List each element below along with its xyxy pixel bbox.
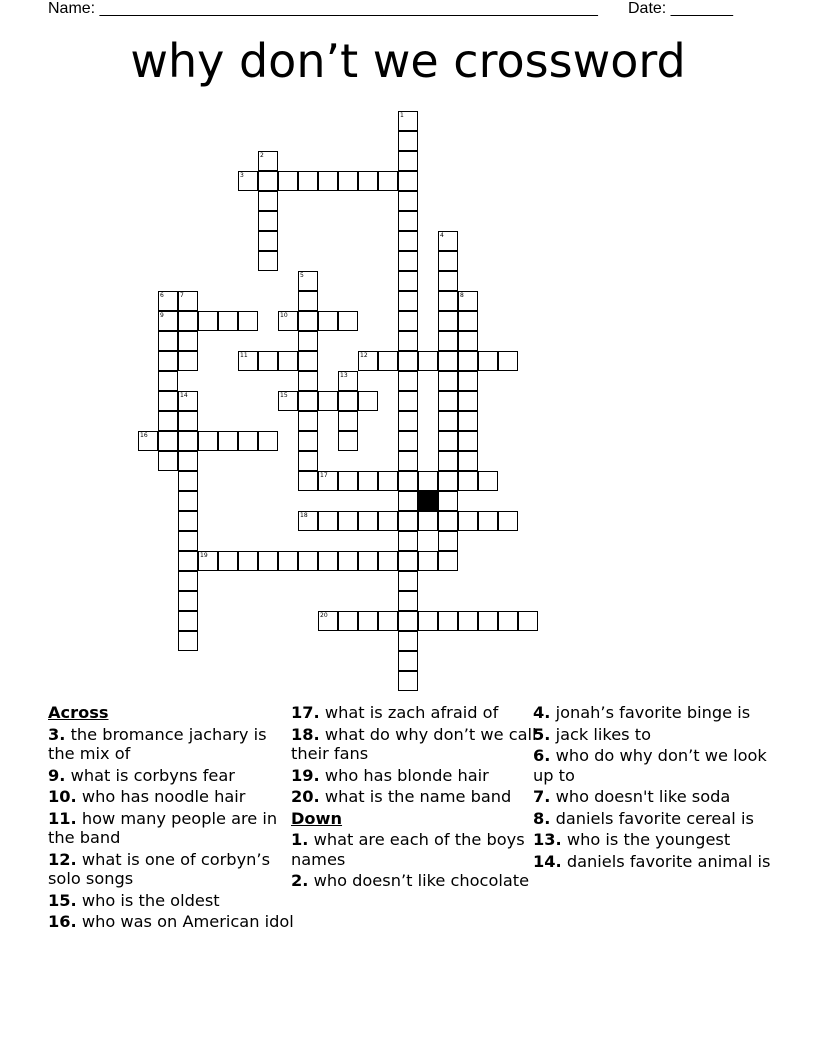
grid-cell[interactable]: [478, 351, 498, 371]
grid-cell[interactable]: [238, 431, 258, 451]
grid-cell[interactable]: [358, 351, 378, 371]
clue-down-7: 7. who doesn't like soda: [533, 787, 731, 806]
grid-cell[interactable]: [398, 171, 418, 191]
clue-across-18: 18. what do why don’t we call their fans: [291, 724, 537, 763]
grid-cell[interactable]: [238, 171, 258, 191]
grid-cell[interactable]: [418, 511, 438, 531]
grid-cell[interactable]: [178, 311, 198, 331]
grid-cell[interactable]: [438, 351, 458, 371]
clue-down-4: 4. jonah’s favorite binge is: [533, 703, 751, 722]
grid-cell[interactable]: [398, 511, 418, 531]
grid-cell[interactable]: [398, 571, 418, 591]
grid-cell[interactable]: [498, 611, 518, 631]
grid-cell[interactable]: [218, 311, 238, 331]
grid-cell[interactable]: [398, 491, 418, 511]
grid-cell[interactable]: [458, 471, 478, 491]
grid-cell[interactable]: [318, 311, 338, 331]
clue-down-8: 8. daniels favorite cereal is: [533, 808, 754, 828]
down-heading: Down: [291, 808, 343, 828]
grid-cell[interactable]: [458, 331, 478, 351]
grid-cell[interactable]: [138, 431, 158, 451]
black-cell: [418, 491, 438, 511]
grid-cell[interactable]: [338, 391, 358, 411]
grid-cell[interactable]: [178, 411, 198, 431]
clue-down-1: 1. what are each of the boys names: [291, 830, 525, 869]
grid-cell[interactable]: [338, 471, 358, 491]
grid-cell[interactable]: [178, 531, 198, 551]
grid-cell[interactable]: [178, 591, 198, 611]
grid-cell[interactable]: [438, 271, 458, 291]
clue-number: 8: [460, 292, 464, 299]
grid-cell[interactable]: [178, 571, 198, 591]
grid-cell[interactable]: [178, 331, 198, 351]
grid-cell[interactable]: [518, 611, 538, 631]
grid-cell[interactable]: [398, 591, 418, 611]
grid-cell[interactable]: [398, 271, 418, 291]
grid-cell[interactable]: [398, 471, 418, 491]
grid-cell[interactable]: [298, 391, 318, 411]
grid-cell[interactable]: [358, 551, 378, 571]
grid-cell[interactable]: [398, 371, 418, 391]
grid-cell[interactable]: [258, 171, 278, 191]
grid-cell[interactable]: [358, 171, 378, 191]
clue-number: 3: [240, 172, 244, 179]
grid-cell[interactable]: [438, 451, 458, 471]
grid-cell[interactable]: [298, 551, 318, 571]
clue-number: 15: [280, 392, 288, 399]
clue-across-16: 16. who was on American idol: [48, 912, 294, 931]
clues-column-2: [291, 703, 541, 893]
clue-across-19: 19. who has blonde hair: [291, 765, 489, 785]
grid-cell[interactable]: [178, 471, 198, 491]
grid-cell[interactable]: [398, 431, 418, 451]
clue-number: 4: [440, 232, 444, 239]
clue-number: 18: [300, 512, 308, 519]
clue-number: 10: [280, 312, 288, 319]
grid-cell[interactable]: [298, 271, 318, 291]
grid-cell[interactable]: [418, 611, 438, 631]
grid-cell[interactable]: [318, 511, 338, 531]
grid-cell[interactable]: [398, 211, 418, 231]
grid-cell[interactable]: [398, 671, 418, 691]
clue-across-3: 3. the bromance jachary is the mix of: [48, 724, 267, 763]
grid-cell[interactable]: [298, 411, 318, 431]
grid-cell[interactable]: [318, 171, 338, 191]
grid-cell[interactable]: [338, 511, 358, 531]
grid-cell[interactable]: [278, 391, 298, 411]
grid-cell[interactable]: [438, 231, 458, 251]
grid-cell[interactable]: [298, 431, 318, 451]
clue-across-15: 15. who is the oldest: [48, 890, 220, 910]
grid-cell[interactable]: [258, 231, 278, 251]
clue-across-12: 12. what is one of corbyn’s solo songs: [48, 849, 270, 888]
grid-cell[interactable]: [258, 551, 278, 571]
grid-cell[interactable]: [438, 291, 458, 311]
clue-number: 9: [160, 312, 164, 319]
grid-cell[interactable]: [398, 651, 418, 671]
grid-cell[interactable]: [458, 451, 478, 471]
grid-cell[interactable]: [458, 371, 478, 391]
grid-cell[interactable]: [358, 471, 378, 491]
grid-cell[interactable]: [398, 111, 418, 131]
grid-cell[interactable]: [358, 391, 378, 411]
grid-cell[interactable]: [238, 311, 258, 331]
grid-cell[interactable]: [158, 291, 178, 311]
grid-cell[interactable]: [298, 471, 318, 491]
clue-across-17: 17. what is zach afraid of: [291, 703, 499, 722]
page-title: why don’t we crossword: [130, 34, 686, 88]
grid-cell[interactable]: [258, 351, 278, 371]
grid-cell[interactable]: [438, 491, 458, 511]
grid-cell[interactable]: [398, 531, 418, 551]
grid-cell[interactable]: [398, 551, 418, 571]
grid-cell[interactable]: [358, 611, 378, 631]
grid-cell[interactable]: [458, 511, 478, 531]
grid-cell[interactable]: [438, 431, 458, 451]
clue-number: 14: [180, 392, 188, 399]
grid-cell[interactable]: [318, 391, 338, 411]
grid-cell[interactable]: [398, 631, 418, 651]
grid-cell[interactable]: [398, 311, 418, 331]
grid-cell[interactable]: [398, 451, 418, 471]
grid-cell[interactable]: [438, 611, 458, 631]
grid-cell[interactable]: [318, 471, 338, 491]
grid-cell[interactable]: [438, 551, 458, 571]
clue-across-10: 10. who has noodle hair: [48, 787, 246, 806]
grid-cell[interactable]: [438, 331, 458, 351]
grid-cell[interactable]: [158, 331, 178, 351]
grid-cell[interactable]: [218, 551, 238, 571]
grid-cell[interactable]: [298, 371, 318, 391]
grid-cell[interactable]: [198, 431, 218, 451]
grid-cell[interactable]: [458, 351, 478, 371]
grid-cell[interactable]: [298, 291, 318, 311]
grid-cell[interactable]: [298, 351, 318, 371]
grid-cell[interactable]: [398, 291, 418, 311]
grid-cell[interactable]: [278, 311, 298, 331]
grid-cell[interactable]: [178, 451, 198, 471]
grid-cell[interactable]: [298, 171, 318, 191]
clue-across-9: 9. what is corbyns fear: [48, 765, 235, 785]
grid-cell[interactable]: [178, 351, 198, 371]
grid-cell[interactable]: [278, 171, 298, 191]
grid-cell[interactable]: [258, 191, 278, 211]
grid-cell[interactable]: [338, 551, 358, 571]
name-field-label: Name: ________________________________________________________: [48, 0, 598, 17]
grid-cell[interactable]: [418, 471, 438, 491]
grid-cell[interactable]: [318, 611, 338, 631]
clue-down-13: 13. who is the youngest: [533, 830, 731, 849]
grid-cell[interactable]: [158, 311, 178, 331]
grid-cell[interactable]: [378, 471, 398, 491]
grid-cell[interactable]: [378, 511, 398, 531]
grid-cell[interactable]: [438, 511, 458, 531]
clue-down-6: 6. who do why don’t we look up to: [533, 746, 767, 785]
grid-cell[interactable]: [398, 611, 418, 631]
grid-cell[interactable]: [438, 311, 458, 331]
grid-cell[interactable]: [478, 611, 498, 631]
grid-cell[interactable]: [258, 251, 278, 271]
clue-number: 1: [400, 112, 404, 119]
grid-cell[interactable]: [398, 131, 418, 151]
grid-cell[interactable]: [458, 411, 478, 431]
grid-cell[interactable]: [198, 551, 218, 571]
clue-number: 19: [200, 552, 208, 559]
grid-cell[interactable]: [438, 391, 458, 411]
clue-down-5: 5. jack likes to: [533, 724, 651, 744]
grid-cell[interactable]: [418, 351, 438, 371]
clues-column-3: [533, 703, 783, 873]
grid-cell[interactable]: [218, 431, 238, 451]
grid-cell[interactable]: [458, 611, 478, 631]
clue-number: 12: [360, 352, 368, 359]
grid-cell[interactable]: [318, 551, 338, 571]
grid-cell[interactable]: [398, 411, 418, 431]
grid-cell[interactable]: [458, 431, 478, 451]
grid-cell[interactable]: [158, 451, 178, 471]
grid-cell[interactable]: [338, 171, 358, 191]
grid-cell[interactable]: [158, 391, 178, 411]
grid-cell[interactable]: [178, 291, 198, 311]
grid-cell[interactable]: [458, 291, 478, 311]
grid-cell[interactable]: [258, 211, 278, 231]
grid-cell[interactable]: [178, 631, 198, 651]
grid-cell[interactable]: [398, 231, 418, 251]
grid-cell[interactable]: [498, 511, 518, 531]
grid-cell[interactable]: [338, 611, 358, 631]
grid-cell[interactable]: [378, 611, 398, 631]
grid-cell[interactable]: [418, 551, 438, 571]
date-field-label: Date: _______: [628, 0, 733, 17]
clue-number: 17: [320, 472, 328, 479]
grid-cell[interactable]: [398, 191, 418, 211]
grid-cell[interactable]: [298, 311, 318, 331]
grid-cell[interactable]: [438, 251, 458, 271]
grid-cell[interactable]: [178, 491, 198, 511]
grid-cell[interactable]: [378, 171, 398, 191]
grid-cell[interactable]: [178, 511, 198, 531]
clue-number: 5: [300, 272, 304, 279]
grid-cell[interactable]: [358, 511, 378, 531]
grid-cell[interactable]: [238, 551, 258, 571]
clue-number: 6: [160, 292, 164, 299]
grid-cell[interactable]: [238, 351, 258, 371]
grid-cell[interactable]: [478, 471, 498, 491]
across-heading: Across: [48, 703, 109, 722]
grid-cell[interactable]: [458, 391, 478, 411]
clue-number: 16: [140, 432, 148, 439]
grid-cell[interactable]: [458, 311, 478, 331]
grid-cell[interactable]: [198, 311, 218, 331]
grid-cell[interactable]: [398, 251, 418, 271]
grid-cell[interactable]: [438, 531, 458, 551]
grid-cell[interactable]: [158, 431, 178, 451]
grid-cell[interactable]: [378, 351, 398, 371]
grid-cell[interactable]: [298, 331, 318, 351]
grid-cell[interactable]: [478, 511, 498, 531]
clue-across-20: 20. what is the name band: [291, 787, 512, 806]
grid-cell[interactable]: [438, 471, 458, 491]
grid-cell[interactable]: [338, 371, 358, 391]
grid-cell[interactable]: [498, 351, 518, 371]
grid-cell[interactable]: [398, 391, 418, 411]
clue-number: 7: [180, 292, 184, 299]
clue-number: 2: [260, 152, 264, 159]
grid-cell[interactable]: [158, 411, 178, 431]
clue-across-11: 11. how many people are in the band: [48, 808, 278, 847]
grid-cell[interactable]: [178, 551, 198, 571]
grid-cell[interactable]: [338, 411, 358, 431]
grid-cell[interactable]: [178, 431, 198, 451]
grid-cell[interactable]: [298, 451, 318, 471]
grid-cell[interactable]: [278, 551, 298, 571]
grid-cell[interactable]: [258, 151, 278, 171]
grid-cell[interactable]: [338, 311, 358, 331]
grid-cell[interactable]: [158, 351, 178, 371]
grid-cell[interactable]: [178, 611, 198, 631]
clues-column-1: [48, 703, 298, 934]
grid-cell[interactable]: [398, 151, 418, 171]
grid-cell[interactable]: [258, 431, 278, 451]
grid-cell[interactable]: [158, 371, 178, 391]
grid-cell[interactable]: [298, 511, 318, 531]
grid-cell[interactable]: [438, 411, 458, 431]
clue-down-14: 14. daniels favorite animal is: [533, 851, 771, 871]
grid-cell[interactable]: [438, 371, 458, 391]
grid-cell[interactable]: [178, 391, 198, 411]
grid-cell[interactable]: [398, 331, 418, 351]
clue-number: 11: [240, 352, 248, 359]
grid-cell[interactable]: [398, 351, 418, 371]
grid-cell[interactable]: [278, 351, 298, 371]
clue-number: 13: [340, 372, 348, 379]
clue-down-2: 2. who doesn’t like chocolate: [291, 871, 530, 890]
grid-cell[interactable]: [338, 431, 358, 451]
clue-number: 20: [320, 612, 328, 619]
grid-cell[interactable]: [378, 551, 398, 571]
